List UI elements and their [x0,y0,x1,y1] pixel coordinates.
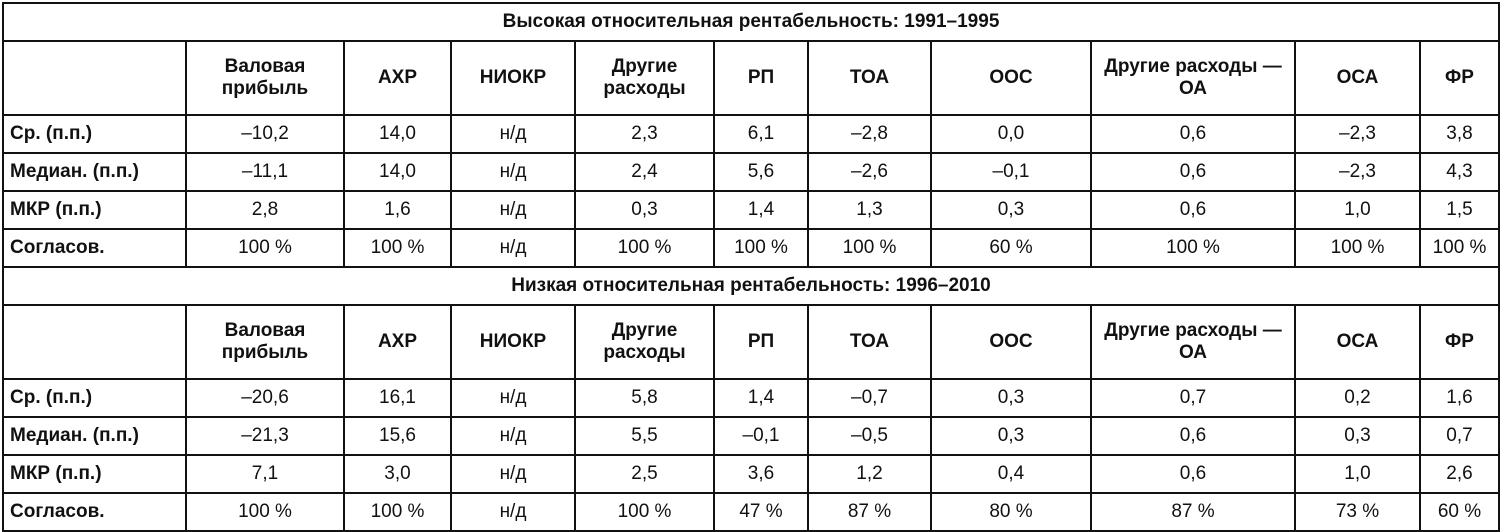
row-label: Согласов. [3,229,186,267]
cell: 0,3 [931,191,1091,229]
cell: 80 % [931,493,1091,531]
cell: –10,2 [186,115,344,153]
header-other-expenses: Другие расходы [575,305,714,379]
header-fr: ФР [1420,305,1499,379]
cell: 1,2 [808,455,931,493]
cell: 15,6 [344,417,451,455]
section-title-low: Низкая относительная рентабельность: 1996–2010 [3,267,1499,305]
cell: 0,3 [575,191,714,229]
header-osa: ОСА [1295,41,1420,115]
cell: 0,6 [1091,455,1295,493]
header-niokr: НИОКР [451,305,575,379]
cell: н/д [451,493,575,531]
row-label: Медиан. (п.п.) [3,417,186,455]
cell: –2,6 [808,153,931,191]
cell: 100 % [344,493,451,531]
header-empty [3,305,186,379]
cell: 1,0 [1295,191,1420,229]
cell: 100 % [575,493,714,531]
header-oos: ООС [931,41,1091,115]
cell: 3,8 [1420,115,1499,153]
header-empty [3,41,186,115]
header-gross-profit: Валовая прибыль [186,305,344,379]
cell: н/д [451,115,575,153]
cell: 1,0 [1295,455,1420,493]
table-row [3,417,1499,455]
cell: 100 % [1091,229,1295,267]
cell: 1,6 [1420,379,1499,417]
cell: 1,4 [714,379,808,417]
table-row [3,379,1499,417]
row-label: Согласов. [3,493,186,531]
cell: –21,3 [186,417,344,455]
cell: 1,6 [344,191,451,229]
header-ahr: АХР [344,305,451,379]
header-gross-profit: Валовая прибыль [186,41,344,115]
cell: –0,5 [808,417,931,455]
cell: 100 % [1295,229,1420,267]
profitability-table [2,2,1500,532]
cell: 60 % [1420,493,1499,531]
header-oos: ООС [931,305,1091,379]
cell: 0,6 [1091,191,1295,229]
header-rp: РП [714,41,808,115]
row-label: Ср. (п.п.) [3,379,186,417]
cell: 14,0 [344,115,451,153]
cell: 14,0 [344,153,451,191]
cell: 0,0 [931,115,1091,153]
cell: 0,4 [931,455,1091,493]
table-row [3,115,1499,153]
cell: н/д [451,379,575,417]
header-niokr: НИОКР [451,41,575,115]
cell: 0,3 [931,417,1091,455]
header-fr: ФР [1420,41,1499,115]
cell: 100 % [186,229,344,267]
row-label: МКР (п.п.) [3,455,186,493]
header-other-expenses: Другие расходы [575,41,714,115]
cell: 5,8 [575,379,714,417]
table-row [3,455,1499,493]
cell: 100 % [808,229,931,267]
cell: 100 % [714,229,808,267]
cell: 0,7 [1420,417,1499,455]
cell: 2,4 [575,153,714,191]
cell: 0,3 [1295,417,1420,455]
header-other-expenses-oa: Другие расходы — ОА [1091,41,1295,115]
cell: –0,7 [808,379,931,417]
cell: 87 % [1091,493,1295,531]
cell: 2,8 [186,191,344,229]
cell: н/д [451,229,575,267]
cell: 0,6 [1091,417,1295,455]
cell: –0,1 [714,417,808,455]
header-toa: ТОА [808,305,931,379]
cell: 87 % [808,493,931,531]
cell: –2,3 [1295,153,1420,191]
table-row [3,493,1499,531]
cell: 1,4 [714,191,808,229]
cell: 100 % [186,493,344,531]
cell: 1,5 [1420,191,1499,229]
cell: 1,3 [808,191,931,229]
cell: 100 % [1420,229,1499,267]
cell: 3,6 [714,455,808,493]
cell: 60 % [931,229,1091,267]
table-row [3,191,1499,229]
cell: 100 % [344,229,451,267]
header-osa: ОСА [1295,305,1420,379]
cell: н/д [451,417,575,455]
cell: 100 % [575,229,714,267]
cell: 5,6 [714,153,808,191]
cell: 0,2 [1295,379,1420,417]
cell: 73 % [1295,493,1420,531]
cell: 7,1 [186,455,344,493]
cell: 0,6 [1091,115,1295,153]
cell: 6,1 [714,115,808,153]
header-toa: ТОА [808,41,931,115]
cell: 2,6 [1420,455,1499,493]
cell: 4,3 [1420,153,1499,191]
row-label: Ср. (п.п.) [3,115,186,153]
table-row [3,153,1499,191]
cell: 2,3 [575,115,714,153]
cell: н/д [451,153,575,191]
cell: 2,5 [575,455,714,493]
cell: 47 % [714,493,808,531]
cell: 5,5 [575,417,714,455]
cell: н/д [451,455,575,493]
header-ahr: АХР [344,41,451,115]
cell: –11,1 [186,153,344,191]
cell: 16,1 [344,379,451,417]
cell: –2,3 [1295,115,1420,153]
cell: –20,6 [186,379,344,417]
row-label: Медиан. (п.п.) [3,153,186,191]
cell: –0,1 [931,153,1091,191]
row-label: МКР (п.п.) [3,191,186,229]
cell: 0,3 [931,379,1091,417]
cell: 3,0 [344,455,451,493]
cell: 0,7 [1091,379,1295,417]
header-other-expenses-oa: Другие расходы — ОА [1091,305,1295,379]
cell: 0,6 [1091,153,1295,191]
table-row [3,229,1499,267]
section-title-high: Высокая относительная рентабельность: 1991–1995 [3,3,1499,41]
header-rp: РП [714,305,808,379]
cell: н/д [451,191,575,229]
cell: –2,8 [808,115,931,153]
